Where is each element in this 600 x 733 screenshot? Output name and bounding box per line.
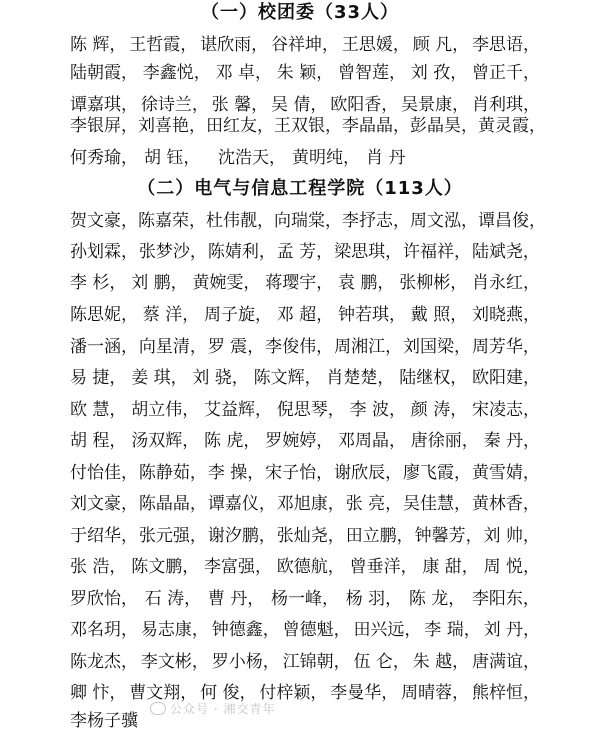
name: 曾正千， bbox=[472, 63, 540, 83]
name: 刘喜艳， bbox=[138, 116, 206, 136]
name: 胡 钰， bbox=[144, 148, 201, 168]
name: 杨 羽， bbox=[345, 589, 403, 609]
name: 欧阳香， bbox=[330, 95, 399, 115]
name: 周文泓， bbox=[410, 211, 478, 231]
name: 于绍华， bbox=[70, 526, 138, 546]
name: 陈 辉， bbox=[70, 35, 127, 55]
name-row bbox=[70, 147, 540, 169]
name: 刘 鹏， bbox=[131, 273, 188, 293]
name: 陈晶晶， bbox=[138, 494, 207, 514]
name: 熊梓恒， bbox=[471, 683, 540, 703]
name: 钟若琪， bbox=[338, 305, 406, 325]
name: 罗小杨， bbox=[211, 652, 280, 672]
name: 周芳华， bbox=[471, 337, 540, 357]
name: 朱 越， bbox=[412, 652, 470, 672]
name: 贺文豪， bbox=[70, 211, 138, 231]
name-row bbox=[70, 619, 540, 641]
name-row bbox=[70, 115, 546, 137]
name: 张柳彬， bbox=[399, 273, 468, 293]
name: 孙划霖， bbox=[70, 242, 138, 262]
name: 李晶晶， bbox=[342, 116, 410, 136]
name: 田立鹏， bbox=[345, 526, 414, 546]
name: 谢欣辰， bbox=[334, 463, 403, 483]
name: 李杨子骥 bbox=[70, 711, 138, 731]
name-row bbox=[70, 367, 540, 389]
name: 邓周晶， bbox=[338, 431, 406, 451]
name: 罗欣怡， bbox=[70, 589, 138, 609]
name-row bbox=[70, 210, 546, 232]
name: 石 涛， bbox=[144, 589, 202, 609]
name: 李 波， bbox=[349, 400, 406, 420]
name: 陈 龙， bbox=[408, 589, 466, 609]
name-row bbox=[70, 682, 540, 704]
name: 周子旋， bbox=[204, 305, 272, 325]
name: 徐诗兰， bbox=[140, 95, 209, 115]
name: 廖飞霞， bbox=[403, 463, 472, 483]
name: 陈婧利， bbox=[207, 242, 276, 262]
name: 田兴远， bbox=[353, 620, 422, 640]
name: 张 馨， bbox=[211, 95, 269, 115]
name: 张 亮， bbox=[345, 494, 403, 514]
name: 陈思妮， bbox=[70, 305, 138, 325]
name: 向瑞棠， bbox=[274, 211, 342, 231]
name: 潘一涵， bbox=[70, 337, 138, 357]
name: 胡立伟， bbox=[131, 400, 200, 420]
name: 陆继权， bbox=[399, 368, 468, 388]
name-row bbox=[70, 272, 540, 294]
name: 朱 颖， bbox=[276, 63, 334, 83]
section-heading: （二）电气与信息工程学院（113人） bbox=[137, 178, 463, 199]
name: 刘国梁， bbox=[403, 337, 472, 357]
name: 邓旭康， bbox=[276, 494, 345, 514]
name: 吴景康， bbox=[401, 95, 470, 115]
name: 陈文辉， bbox=[253, 368, 322, 388]
name: 陈 虎， bbox=[204, 431, 261, 451]
name: 姜 琪， bbox=[131, 368, 188, 388]
name: 谭嘉琪， bbox=[70, 95, 138, 115]
name: 曾垂洋， bbox=[349, 557, 418, 577]
name: 沈浩天， bbox=[218, 148, 286, 168]
name: 李 杉， bbox=[70, 273, 127, 293]
name: 吴 倩， bbox=[270, 95, 328, 115]
name: 孟 芳， bbox=[276, 242, 334, 262]
name: 颜 涛， bbox=[410, 400, 468, 420]
name: 付怡佳， bbox=[70, 463, 138, 483]
watermark bbox=[150, 700, 275, 717]
name: 李富强， bbox=[204, 557, 272, 577]
name: 曾德魁， bbox=[282, 620, 351, 640]
name: 易 捷， bbox=[70, 368, 127, 388]
name: 陈静茹， bbox=[138, 463, 207, 483]
name: 秦 丹， bbox=[483, 431, 540, 451]
name: 蔡 洋， bbox=[142, 305, 200, 325]
name: 罗婉婷， bbox=[265, 431, 334, 451]
name: 王双银， bbox=[274, 116, 342, 136]
name: 杜伟靓， bbox=[206, 211, 274, 231]
name: 张元强， bbox=[138, 526, 207, 546]
name: 李阳东， bbox=[471, 589, 540, 609]
name: 唐徐丽， bbox=[410, 431, 479, 451]
name: 谭昌俊， bbox=[478, 211, 546, 231]
name: 谭嘉仪， bbox=[207, 494, 276, 514]
name: 宋子怡， bbox=[265, 463, 334, 483]
name: 蒋璎宇， bbox=[265, 273, 334, 293]
name-row bbox=[70, 493, 540, 515]
name: 向星清， bbox=[138, 337, 207, 357]
name: 周 悦， bbox=[483, 557, 540, 577]
name: 曾智莲， bbox=[338, 63, 406, 83]
name: 张灿尧， bbox=[276, 526, 345, 546]
name: 彭晶昊， bbox=[410, 116, 478, 136]
name: 吴佳慧， bbox=[403, 494, 472, 514]
name: 王思媛， bbox=[341, 35, 410, 55]
name: 刘 帅， bbox=[483, 526, 540, 546]
name: 黄明纯， bbox=[292, 148, 360, 168]
section-heading: （一）校团委（33人） bbox=[200, 2, 400, 23]
name: 许福祥， bbox=[403, 242, 472, 262]
name: 钟馨芳， bbox=[414, 526, 483, 546]
name: 欧德航， bbox=[276, 557, 345, 577]
name-row bbox=[70, 94, 540, 116]
name: 黄灵霞， bbox=[478, 116, 546, 136]
name: 李鑫悦， bbox=[142, 63, 211, 83]
name: 胡 程， bbox=[70, 431, 127, 451]
name-row bbox=[70, 34, 540, 56]
name: 刘 骁， bbox=[192, 368, 249, 388]
name: 曹文翔， bbox=[129, 683, 198, 703]
name: 倪思琴， bbox=[276, 400, 345, 420]
name: 谢汐鹏， bbox=[207, 526, 276, 546]
name: 谌欣雨， bbox=[200, 35, 269, 55]
name-row bbox=[70, 588, 540, 610]
name: 唐满谊， bbox=[471, 652, 540, 672]
name: 欧 慧， bbox=[70, 400, 127, 420]
name: 卿 忭， bbox=[70, 683, 127, 703]
name-row bbox=[70, 462, 540, 484]
name: 梁思琪， bbox=[334, 242, 403, 262]
name-row bbox=[70, 430, 540, 452]
name: 付梓颖， bbox=[259, 683, 328, 703]
name: 黄婉雯， bbox=[192, 273, 261, 293]
name: 肖楚楚， bbox=[326, 368, 395, 388]
name: 易志康， bbox=[140, 620, 209, 640]
name: 江锦朝， bbox=[282, 652, 351, 672]
name: 戴 照， bbox=[410, 305, 468, 325]
name-row bbox=[70, 651, 540, 673]
name: 李俊伟， bbox=[265, 337, 334, 357]
name: 陆朝霞， bbox=[70, 63, 138, 83]
name: 李银屏， bbox=[70, 116, 138, 136]
name-row bbox=[70, 336, 540, 358]
name: 陆斌尧， bbox=[471, 242, 540, 262]
name: 李曼华， bbox=[330, 683, 399, 703]
name: 李文彬， bbox=[140, 652, 209, 672]
name: 何 俊， bbox=[200, 683, 257, 703]
name: 欧阳建， bbox=[472, 368, 540, 388]
name: 肖永红， bbox=[472, 273, 540, 293]
name: 张梦沙， bbox=[138, 242, 207, 262]
name: 何秀瑜， bbox=[70, 148, 138, 168]
name-row bbox=[70, 525, 540, 547]
name: 黄林香， bbox=[471, 494, 540, 514]
name: 陈文鹏， bbox=[131, 557, 200, 577]
name: 刘 丹， bbox=[483, 620, 540, 640]
name-row bbox=[70, 556, 540, 578]
name: 张 浩， bbox=[70, 557, 127, 577]
name: 钟德鑫， bbox=[211, 620, 280, 640]
name-row bbox=[70, 710, 540, 732]
name: 肖利琪， bbox=[471, 95, 540, 115]
name: 田红友， bbox=[206, 116, 274, 136]
name: 曹 丹， bbox=[207, 589, 265, 609]
name-row bbox=[70, 304, 540, 326]
name: 陈嘉荣， bbox=[138, 211, 206, 231]
name: 刘晓燕， bbox=[472, 305, 540, 325]
name: 刘文豪， bbox=[70, 494, 138, 514]
name: 顾 凡， bbox=[412, 35, 470, 55]
name: 谷祥坤， bbox=[270, 35, 339, 55]
watermark-text: 公众号 · 湘交青年 bbox=[170, 702, 276, 716]
name: 罗 震， bbox=[207, 337, 265, 357]
name: 康 甜， bbox=[422, 557, 479, 577]
name: 李 操， bbox=[207, 463, 265, 483]
name: 汤双辉， bbox=[131, 431, 200, 451]
name: 李抒志， bbox=[342, 211, 410, 231]
name: 李思语， bbox=[471, 35, 540, 55]
name: 周晴蓉， bbox=[401, 683, 470, 703]
name: 杨一峰， bbox=[270, 589, 339, 609]
name: 陈龙杰， bbox=[70, 652, 138, 672]
name: 肖 丹 bbox=[366, 148, 406, 168]
name: 袁 鹏， bbox=[338, 273, 395, 293]
name: 艾益辉， bbox=[204, 400, 272, 420]
name: 黄雪婧， bbox=[471, 463, 540, 483]
name-row bbox=[70, 399, 540, 421]
name: 邓 卓， bbox=[215, 63, 272, 83]
name: 王哲霞， bbox=[129, 35, 198, 55]
name: 刘 孜， bbox=[410, 63, 468, 83]
name: 邓 超， bbox=[276, 305, 334, 325]
name: 周湘江， bbox=[334, 337, 403, 357]
name-row bbox=[70, 241, 540, 263]
wechat-icon bbox=[150, 702, 166, 715]
name-row bbox=[70, 62, 540, 84]
name: 伍 仑， bbox=[353, 652, 410, 672]
name: 邓名玥， bbox=[70, 620, 138, 640]
name: 李 瑞， bbox=[424, 620, 481, 640]
name: 宋凌志， bbox=[472, 400, 540, 420]
